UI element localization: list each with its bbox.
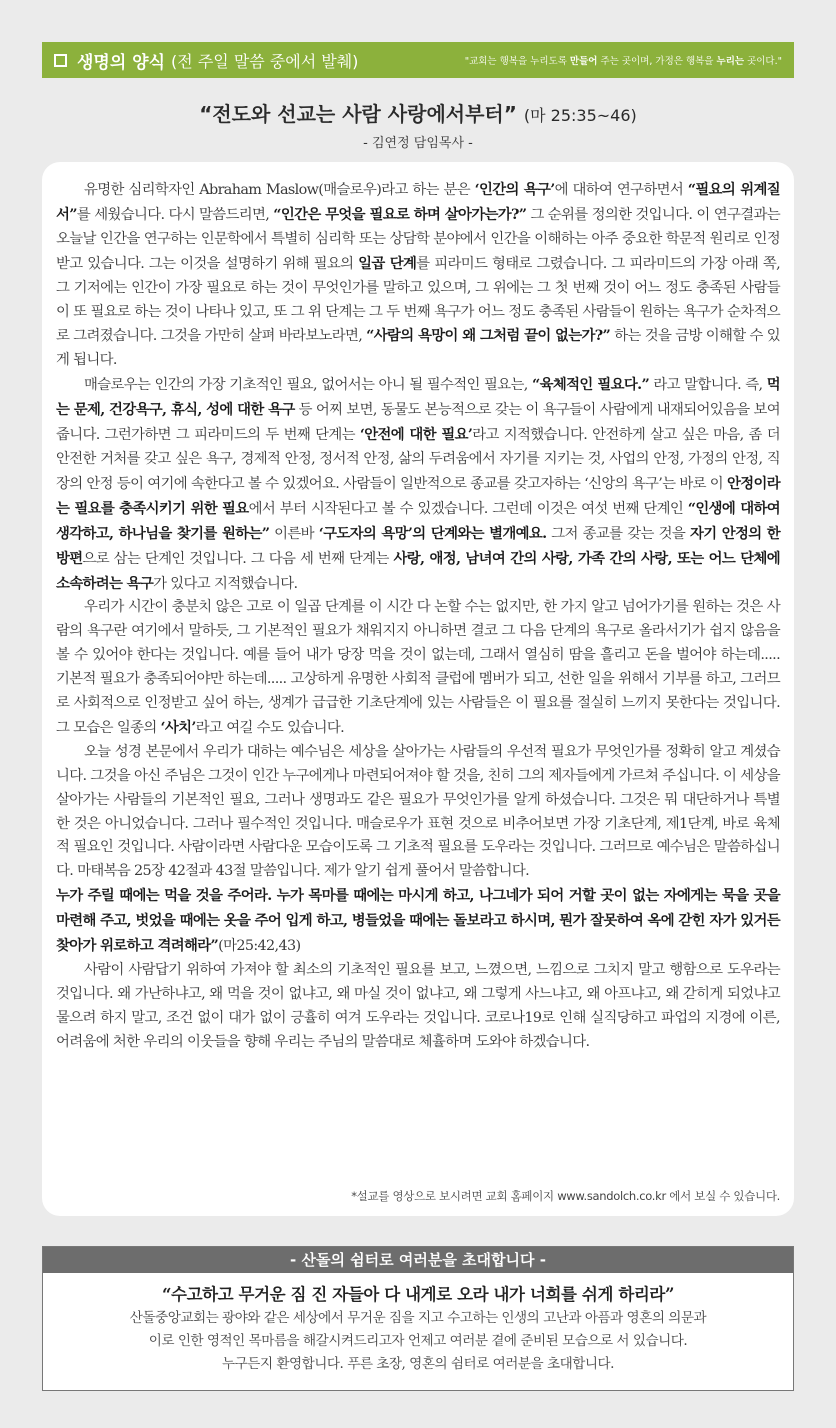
scripture-quote: 누가 주릴 때에는 먹을 것을 주어라. 누가 목마를 때에는 마시게 하고, 나그네가 되어 거할 곳이 없는 자에게는 묵을 곳을 마련해 주고, 벗었을 때에는 옷을 주어 입게 하고, 병들었을 때에는 돌보라고 하시며, 뭔가 잘못하여 옥에 갇힌 자가 있거든 찾아가 위로하고 격려해라”(마25:42,43) (56, 887, 780, 955)
invitation-box (42, 1246, 794, 1391)
paragraph-1: 유명한 심리학자인 Abraham Maslow(매슬로우)라고 하는 분은 ‘인간의 욕구’에 대하여 연구하면서 “필요의 위계질서”를 세웠습니다. 다시 말씀드리면, “인간은 무엇을 필요로 하며 살아가는가?” 그 순위를 정의한 것입니다. 이 연구결과는 오늘날 인간을 연구하는 인문학에서 특별히 심리학 또는 상담학 분야에서 인간을 이해하는 아주 중요한 학문적 원리로 인정받고 있습니다. 그는 이것을 설명하기 위해 필요의 일곱 단계를 피라미드 형태로 그렸습니다. 그 피라미드의 가장 아래 쪽, 그 기저에는 인간이 가장 필요로 하는 것이 무엇인가를 말하고 있으며, 그 위에는 그 첫 번째 것이 어느 정도 충족된 사람들이 또 필요로 하는 것이 나타나 있고, 또 그 위 단계는 그 두 번째 욕구가 어느 정도 충족된 사람들이 원하는 욕구가 순차적으로 그려졌습니다. 그것을 가만히 살펴 바라보노라면, “사람의 욕망이 왜 그처럼 끝이 없는가?” 하는 것을 금방 이해할 수 있게 됩니다. (56, 181, 781, 369)
section-header (42, 42, 794, 78)
invitation-header: - 산돌의 쉼터로 여러분을 초대합니다 - (43, 1247, 793, 1273)
section-subtitle: (전 주일 말씀 중에서 발췌) (171, 51, 359, 71)
invitation-text: 산돌중앙교회는 광야와 같은 세상에서 무거운 짐을 지고 수고하는 인생의 고난과 아픔과 영혼의 의문과 이로 인한 영적인 목마름을 해갈시켜드리고자 언제고 여러분 곁에 준비된 모습으로 서 있습니다. 누구든지 환영합니다. 푸른 초장, 영혼의 쉼터로 여러분을 초대합니다. (129, 1310, 707, 1372)
paragraph-5: 사람이 사람답기 위하여 가져야 할 최소의 기초적인 필요를 보고, 느꼈으면, 느낌으로 그치지 말고 행함으로 도우라는 것입니다. 왜 가난하냐고, 왜 먹을 것이 없냐고, 왜 마실 것이 없냐고, 왜 그렇게 사느냐고, 왜 아프냐고, 왜 갇히게 되었냐고 물으려 하지 말고, 조건 없이 대가 없이 긍휼히 여겨 도우라는 것입니다. 코로나19로 인해 실직당하고 파업의 지경에 이른, 어려움에 처한 우리의 이웃들을 향해 우리는 주님의 말씀대로 체휼하며 도와야 하겠습니다. (56, 962, 780, 1050)
checkbox-square-icon (54, 54, 67, 67)
church-slogan: "교회는 행복을 누리도록 만들어 주는 곳이며, 가정은 행복을 누리는 곳이다." (464, 56, 782, 67)
scripture-reference: (마 25:35~46) (523, 106, 637, 125)
video-footnote: *설교를 영상으로 보시려면 교회 홈페이지 www.sandolch.co.kr 에서 보실 수 있습니다. (351, 1189, 780, 1203)
sermon-body (42, 162, 794, 1216)
invitation-verse: “수고하고 무거운 짐 진 자들아 다 내게로 오라 내가 너희를 쉬게 하리라” (161, 1285, 675, 1304)
section-title: 생명의 양식 (77, 52, 166, 73)
paragraph-4: 오늘 성경 본문에서 우리가 대하는 예수님은 세상을 살아가는 사람들의 우선적 필요가 무엇인가를 정확히 알고 계셨습니다. 그것을 아신 주님은 그것이 인간 누구에게나 마련되어져야 할 것을, 친히 그의 제자들에게 가르쳐 주십니다. 이 세상을 살아가는 사람들의 기본적인 필요, 그러나 생명과도 같은 필요가 무엇인가를 알게 하셨습니다. 그것은 뭐 대단하거나 특별한 것은 아니었습니다. 그러나 필수적인 것입니다. 매슬로우가 표현 것으로 비추어보면 가장 기초단계, 제1단계, 바로 육체적 필요인 것입니다. 사람이라면 사람다운 모습이도록 그 기초적 필요를 도우라는 것입니다. 그러므로 예수님은 말씀하십니다. 마태복음 25장 42절과 43절 말씀입니다. 제가 알기 쉽게 풀어서 말씀합니다. (56, 743, 780, 880)
sermon-title: “전도와 선교는 사람 사랑에서부터” (마 25:35~46) (199, 102, 637, 126)
paragraph-2: 매슬로우는 인간의 가장 기초적인 필요, 없어서는 아니 될 필수적인 필요는, “육체적인 필요다.” 라고 말합니다. 즉, 먹는 문제, 건강욕구, 휴식, 성에 대한 욕구 등 어찌 보면, 동물도 본능적으로 갖는 이 욕구들이 사람에게 내재되어있음을 보여줍니다. 그런가하면 그 피라미드의 두 번째 단계는 ‘안전에 대한 필요’라고 지적했습니다. 안전하게 살고 싶은 마음, 좀 더 안전한 거처를 갖고 싶은 욕구, 경제적 안정, 정서적 안정, 삶의 두려움에서 자기를 지키는 것, 사업의 안정, 가정의 안정, 직장의 안정 등이 여기에 속한다고 볼 수 있겠어요. 사람들이 일반적으로 종교를 갖고자하는 ‘신앙의 욕구’는 바로 이 안정이라는 필요를 충족시키기 위한 필요에서 부터 시작된다고 볼 수 있겠습니다. 그런데 이것은 여섯 번째 단계인 “인생에 대하여 생각하고, 하나님을 찾기를 원하는” 이른바 ‘구도자의 욕망’의 단계와는 별개예요. 그저 종교를 갖는 것을 자기 안정의 한 방편으로 삼는 단계인 것입니다. 그 다음 세 번째 단계는 사랑, 애정, 남녀여 간의 사랑, 가족 간의 사랑, 또는 어느 단체에 소속하려는 욕구가 있다고 지적했습니다. (56, 376, 780, 592)
paragraph-3: 우리가 시간이 충분치 않은 고로 이 일곱 단계를 이 시간 다 논할 수는 없지만, 한 가지 알고 넘어가기를 원하는 것은 사람의 욕구란 여기에서 말하듯, 그 기본적인 필요가 채워지지 아니하면 결코 그 다음 단계의 욕구로 올라서기가 쉽지 않음을 볼 수 있어야 한다는 것입니다. 예를 들어 내가 당장 먹을 것이 없는데, 그래서 열심히 땀을 흘리고 돈을 벌어야 하는데..... 기본적 필요가 충족되어야만 하는데..... 고상하게 유명한 사회적 클럽에 멤버가 되고, 선한 일을 위해서 기부를 하고, 그러므로 사회적으로 인정받고 싶어 하는, 생계가 급급한 기초단계에 있는 사람들은 이 필요를 절실히 느끼지 못한다는 것입니다. 그 모습은 일종의 ‘사치’라고 여길 수도 있습니다. (56, 599, 780, 736)
preacher-name: - 김연정 담임목사 - (363, 136, 473, 151)
